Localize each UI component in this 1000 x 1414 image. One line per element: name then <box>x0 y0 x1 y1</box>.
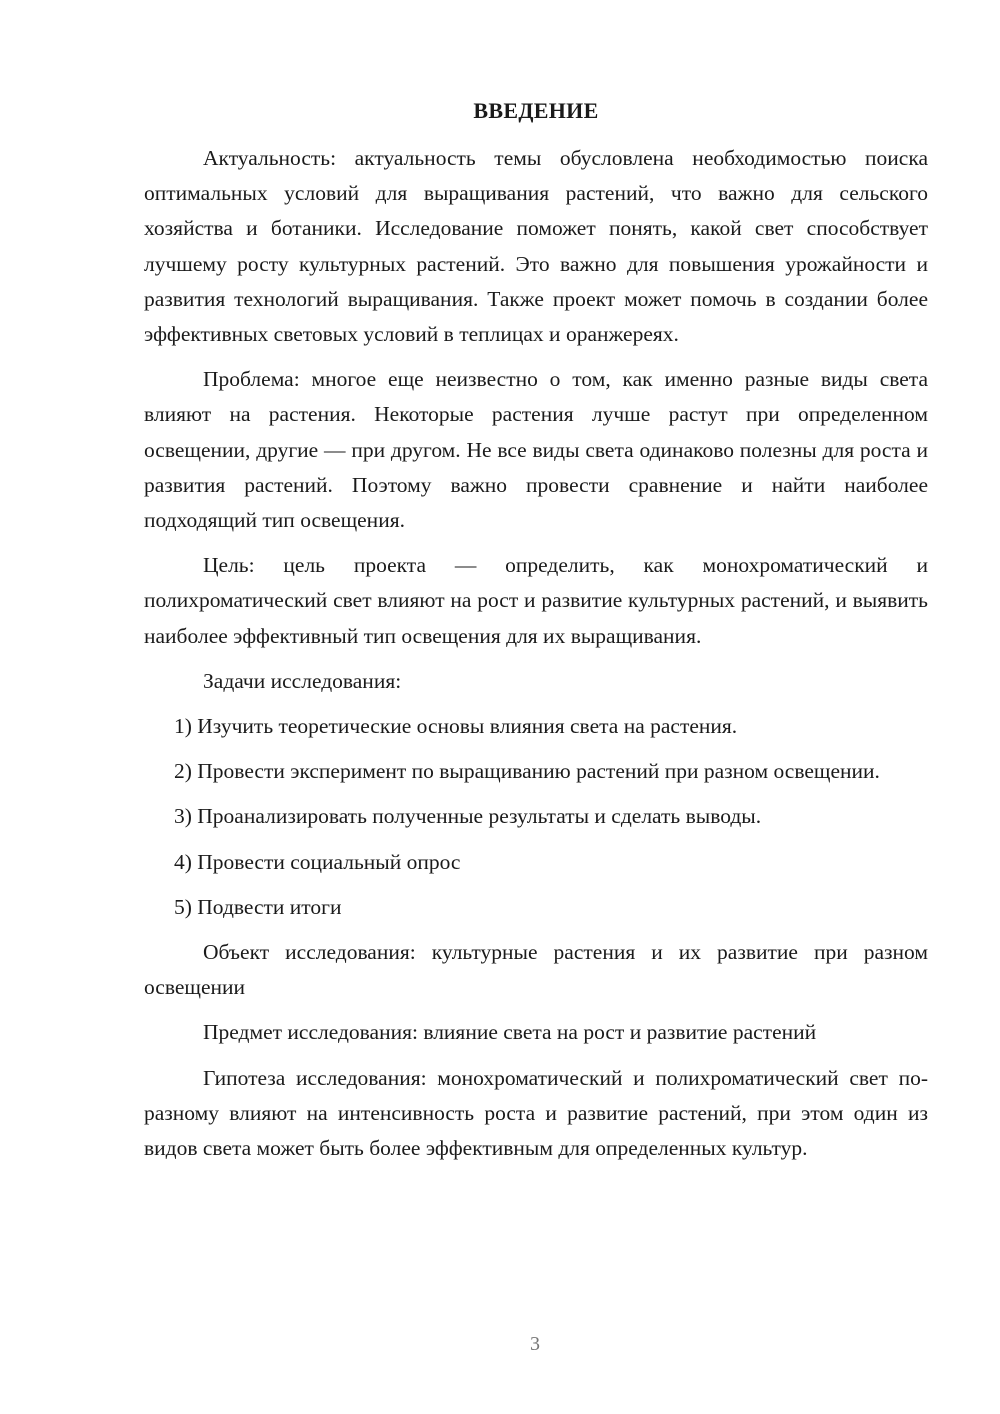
list-item-task-2: 2) Провести эксперимент по выращиванию растений при разном освещении. <box>174 759 880 784</box>
paragraph-problem: Проблема: многое еще неизвестно о том, как именно разные виды света влияют на растения. Некоторые растения лучше растут при определенном освещении, другие — при другом. Не все виды света одинаково полезны для роста и развития растений. Поэтому важно провести сравнение и найти наиболее подходящий тип освещения. <box>144 367 928 533</box>
list-item-task-3: 3) Проанализировать полученные результаты и сделать выводы. <box>174 804 762 829</box>
document-page <box>144 95 928 1176</box>
page-title: ВВЕДЕНИЕ <box>473 98 599 123</box>
paragraph-goal: Цель: цель проекта — определить, как монохроматический и полихроматический свет влияют на рост и развитие культурных растений, и выявить наиболее эффективный тип освещения для их выращивания. <box>144 553 928 648</box>
list-item-task-1: 1) Изучить теоретические основы влияния света на растения. <box>174 714 738 739</box>
paragraph-relevance: Актуальность: актуальность темы обусловлена необходимостью поиска оптимальных условий для выращивания растений, что важно для сельского хозяйства и ботаники. Исследование поможет понять, какой свет способствует лучшему росту культурных растений. Это важно для повышения урожайности и развития технологий выращивания. Также проект может помочь в создании более эффективных световых условий в теплицах и оранжереях. <box>144 146 928 347</box>
page-number: 3 <box>530 1333 540 1355</box>
list-item-task-5: 5) Подвести итоги <box>174 894 342 919</box>
paragraph-subject: Предмет исследования: влияние света на рост и развитие растений <box>203 1020 817 1045</box>
paragraph-hypothesis: Гипотеза исследования: монохроматический и полихроматический свет по-разному влияют на интенсивность роста и развитие растений, при этом один из видов света может быть более эффективным для определенных культур. <box>144 1065 928 1161</box>
paragraph-tasks-heading: Задачи исследования: <box>203 668 402 693</box>
paragraph-object: Объект исследования: культурные растения и их развитие при разном освещении <box>144 940 928 1000</box>
list-item-task-4: 4) Провести социальный опрос <box>174 849 461 874</box>
